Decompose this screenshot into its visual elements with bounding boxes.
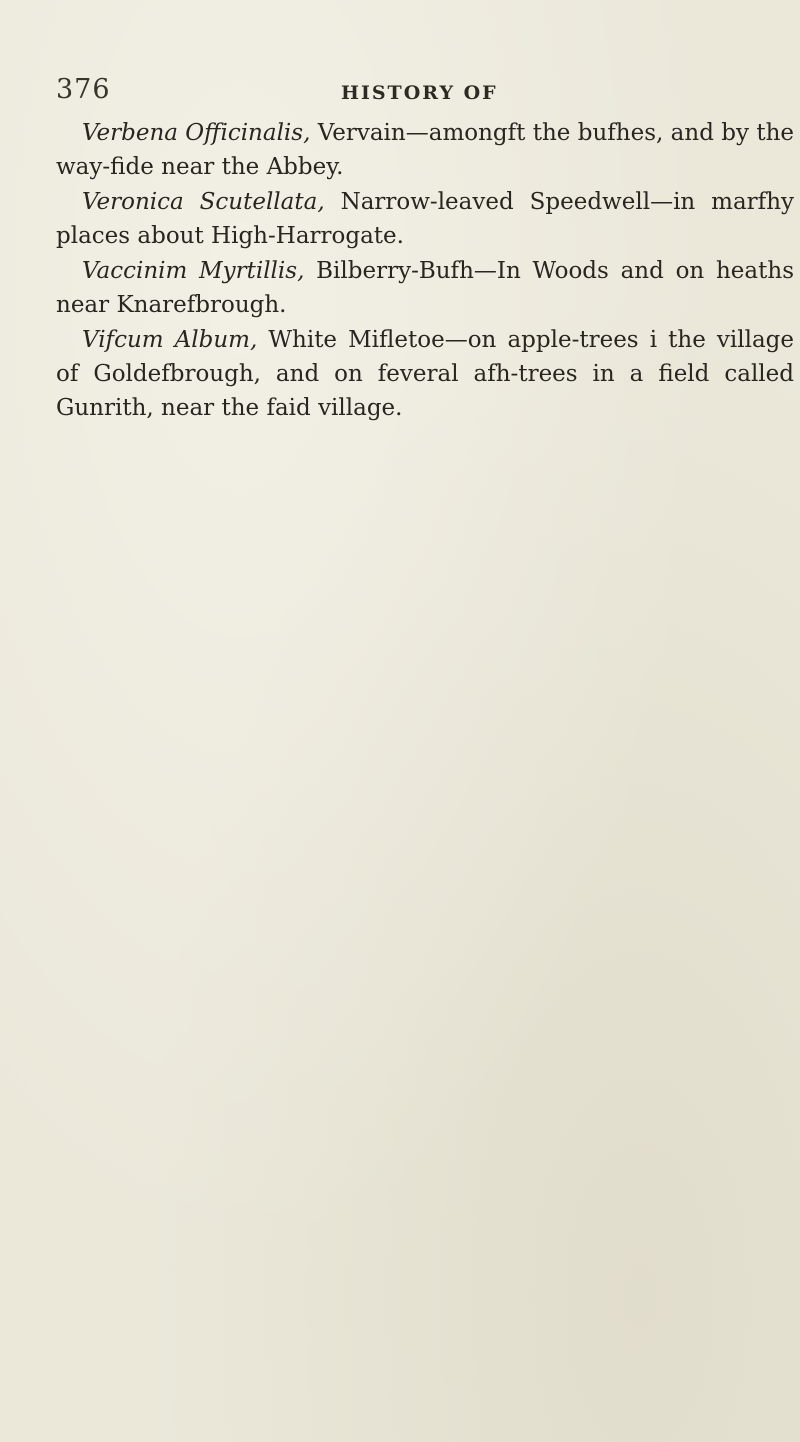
plant-entry-veronica [56,185,794,253]
entry-description: Bilberry-Bufh—In Woods and on heaths near Knarefbrough. [56,258,794,318]
latin-name: Veronica Scutellata, [82,189,325,215]
page-header-title: HISTORY OF [341,82,498,104]
plant-entry-verbena [56,116,794,184]
running-head [56,74,756,114]
plant-entry-viscum [56,323,794,425]
latin-name: Vifcum Album, [82,327,258,353]
entry-description: White Mifletoe—on apple-trees i the village of Goldefbrough, and on feveral afh-trees in a field called Gunrith, near the faid village. [56,327,794,421]
plant-entry-vaccinium [56,254,794,322]
latin-name: Verbena Officinalis, [82,120,311,146]
latin-name: Vaccinim Myrtillis, [82,258,305,284]
page-number: 376 [56,74,111,105]
plant-list [56,116,794,426]
entry-description: Narrow-leaved Speedwell—in marfhy places about High-Harrogate. [56,189,794,249]
entry-description: Vervain—amongft the bufhes, and by the way-fide near the Abbey. [56,120,794,180]
